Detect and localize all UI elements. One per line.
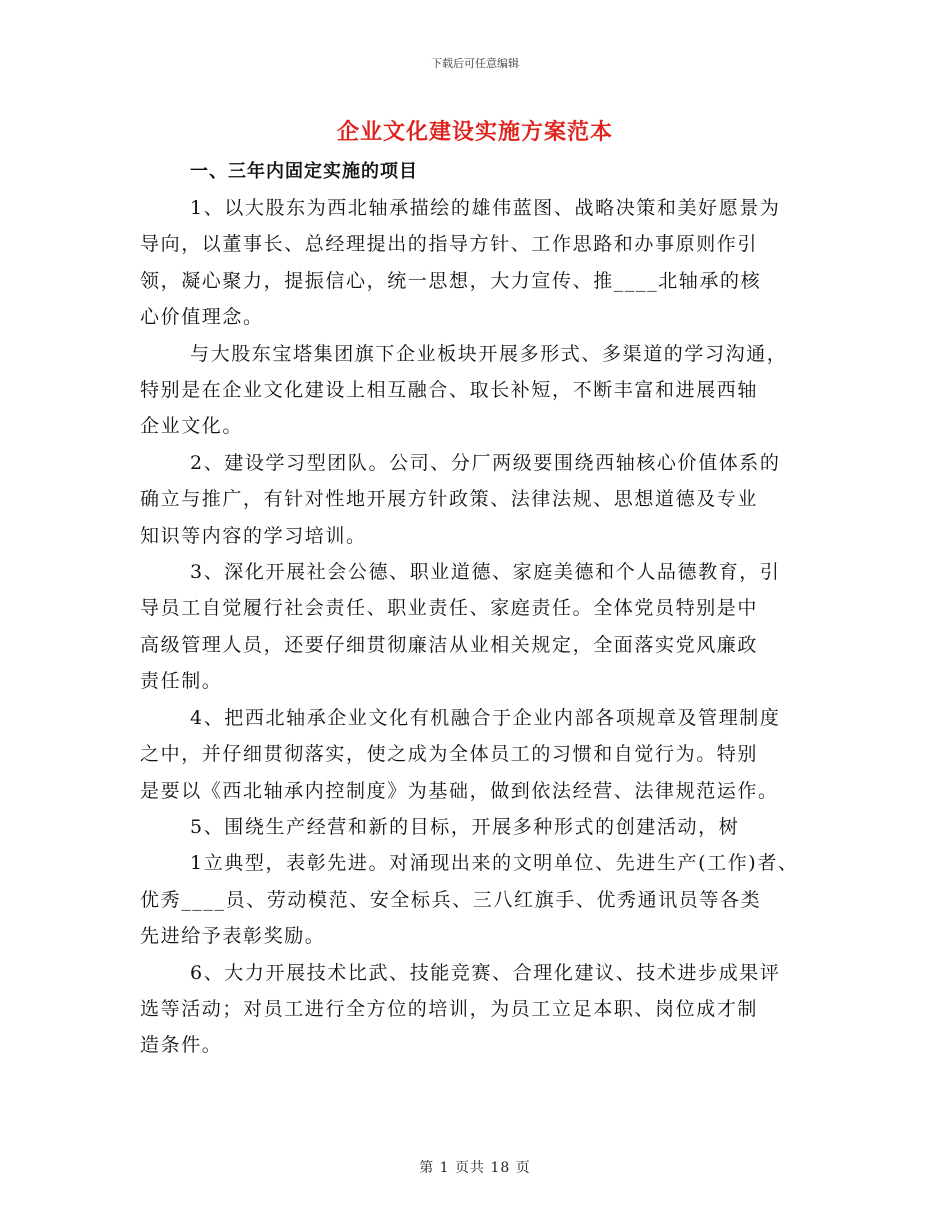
paragraph-line: 责任制。 — [140, 670, 223, 693]
paragraph-5 — [140, 700, 820, 809]
paragraph-1 — [140, 190, 820, 336]
paragraph-line: 1、以大股东为西北轴承描绘的雄伟蓝图、战略决策和美好愿景为 — [190, 197, 781, 219]
paragraph-line: 领，凝心聚力，提振信心，统一思想，大力宣传、推____北轴承的核 — [140, 269, 762, 292]
page-footer: 第 1 页共 18 页 — [419, 1160, 531, 1176]
paragraph-7 — [140, 955, 820, 1064]
paragraph-2 — [140, 336, 820, 445]
header-note: 下载后可任意编辑 — [431, 57, 519, 70]
paragraph-line: 选等活动；对员工进行全方位的培训，为员工立足本职、岗位成才制 — [140, 997, 759, 1020]
document-title: 企业文化建设实施方案范本 — [336, 119, 613, 145]
paragraph-line: 特别是在企业文化建设上相互融合、取长补短，不断丰富和进展西轴 — [140, 379, 759, 402]
paragraph-line: 之中，并仔细贯彻落实，使之成为全体员工的习惯和自觉行为。特别 — [140, 743, 759, 766]
paragraph-line: 企业文化。 — [140, 415, 244, 438]
paragraph-line: 5、围绕生产经营和新的目标，开展多种形式的创建活动，树 — [190, 815, 740, 838]
paragraph-line: 造条件。 — [140, 1034, 223, 1057]
paragraph-4 — [140, 554, 820, 700]
document-body — [140, 190, 820, 1064]
paragraph-line: 4、把西北轴承企业文化有机融合于企业内部各项规章及管理制度 — [190, 706, 781, 729]
paragraph-line: 2、建设学习型团队。公司、分厂两级要围绕西轴核心价值体系的 — [190, 451, 781, 474]
paragraph-line: 是要以《西北轴承内控制度》为基础，做到依法经营、法律规范运作。 — [140, 779, 779, 802]
paragraph-line: 优秀____员、劳动模范、安全标兵、三八红旗手、优秀通讯员等各类 — [140, 888, 762, 911]
paragraph-line: 高级管理人员，还要仔细贯彻廉洁从业相关规定，全面落实党风廉政 — [140, 633, 759, 656]
paragraph-line: 3、深化开展社会公德、职业道德、家庭美德和个人品德教育，引 — [190, 561, 781, 584]
paragraph-line: 6、大力开展技术比武、技能竞赛、合理化建议、技术进步成果评 — [190, 961, 781, 984]
paragraph-line: 1立典型，表彰先进。对涌现出来的文明单位、先进生产(工作)者、 — [190, 852, 799, 875]
section-heading: 一、三年内固定实施的项目 — [190, 161, 418, 182]
paragraph-line: 与大股东宝塔集团旗下企业板块开展多形式、多渠道的学习沟通， — [190, 342, 788, 365]
paragraph-line: 导员工自觉履行社会责任、职业责任、家庭责任。全体党员特别是中 — [140, 597, 759, 620]
paragraph-line: 先进给予表彰奖励。 — [140, 925, 326, 948]
paragraph-3 — [140, 445, 820, 554]
paragraph-line: 心价值理念。 — [140, 306, 264, 329]
paragraph-line: 确立与推广，有针对性地开展方针政策、法律法规、思想道德及专业 — [140, 488, 759, 511]
paragraph-6 — [140, 809, 820, 955]
paragraph-line: 导向，以董事长、总经理提出的指导方针、工作思路和办事原则作引 — [140, 233, 759, 256]
paragraph-line: 知识等内容的学习培训。 — [140, 524, 367, 547]
